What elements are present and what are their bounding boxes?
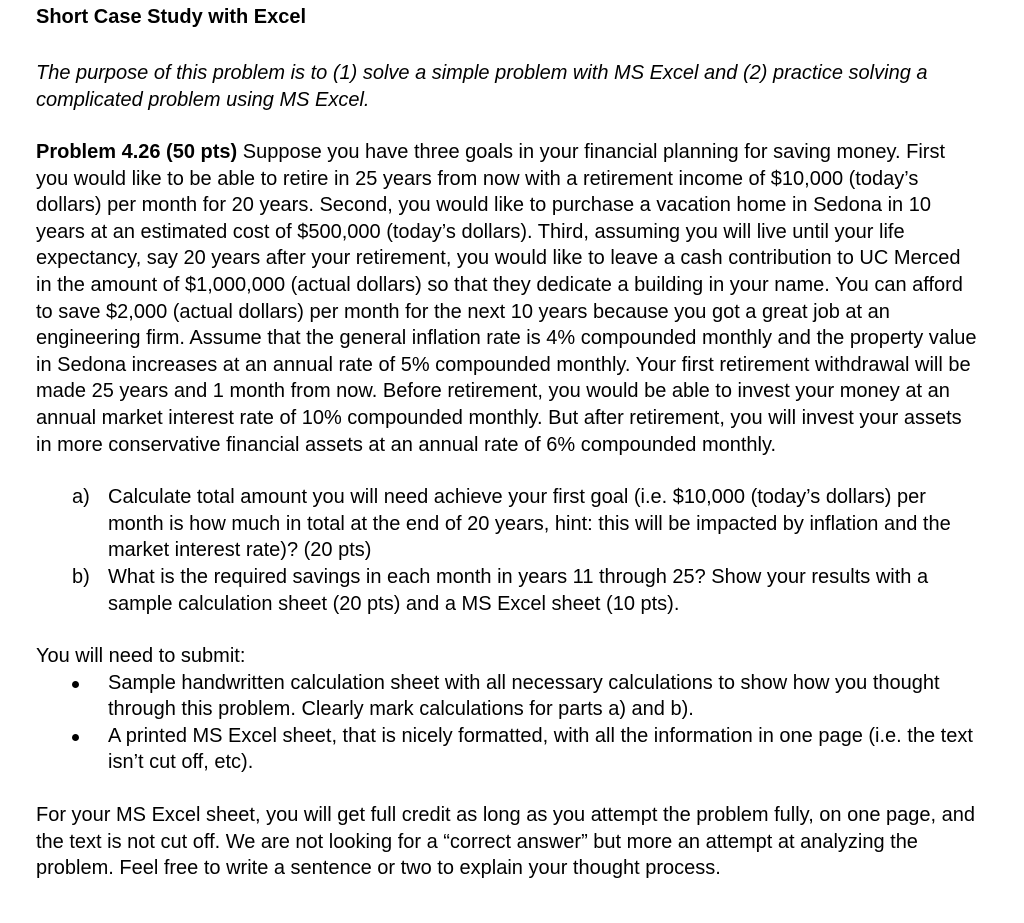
question-list (36, 484, 986, 617)
submit-list (36, 670, 986, 776)
submit-item-text: Sample handwritten calculation sheet with all necessary calculations to show how you thought through this problem. Clearly mark calculations for parts a) and b). (108, 671, 940, 721)
bullet-icon (72, 734, 79, 741)
submit-item-text: A printed MS Excel sheet, that is nicely formatted, with all the information in one page (i.e. the text isn’t cut off, etc). (108, 724, 973, 774)
closing-paragraph: For your MS Excel sheet, you will get full credit as long as you attempt the problem fully, on one page, and the text is not cut off. We are not looking for a “correct answer” but more an attempt at analyzing the problem. Feel free to write a sentence or two to explain your thought process. (36, 804, 976, 880)
question-item-a (36, 484, 980, 564)
submit-item (36, 670, 976, 723)
question-text-a: Calculate total amount you will need achieve your first goal (i.e. $10,000 (today’s dollars) per month is how much in total at the end of 20 years, hint: this will be impacted by inflation and the market interest rate)? (20 pts) (108, 486, 951, 562)
submit-item (36, 723, 976, 776)
bullet-icon (72, 681, 79, 688)
question-text-b: What is the required savings in each month in years 11 through 25? Show your results with a sample calculation sheet (20 pts) and a MS Excel sheet (10 pts). (108, 565, 929, 615)
document-title: Short Case Study with Excel (36, 6, 307, 28)
submit-heading: You will need to submit: (36, 645, 246, 668)
question-marker-a: a) (72, 486, 90, 509)
problem-paragraph (36, 139, 981, 458)
problem-text: Suppose you have three goals in your financial planning for saving money. First you would like to be able to retire in 25 years from now with a retirement income of $10,000 (today’s dollars) per month for 20 years. Second, you would like to purchase a vacation home in Sedona in 10 years at an estimated cost of $500,000 (today’s dollars). Third, assuming you will live until your life expectancy, say 20 years after your retirement, you would like to leave a cash contribution to UC Merced in the amount of $1,000,000 (actual dollars) so that they dedicate a building in your name. You can afford to save $2,000 (actual dollars) per month for the next 10 years because you got a great job at an engineering firm. Assume that the general inflation rate is 4% compounded monthly and the property value in Sedona increases at an annual rate of 5% compounded monthly. Your first retirement withdrawal will be made 25 years and 1 month from now. Before retirement, you would be able to invest your money at an annual market interest rate of 10% compounded monthly. But after retirement, you will invest your assets in more conservative financial assets at an annual rate of 6% compounded monthly. (36, 141, 977, 456)
question-item-b (36, 564, 980, 617)
document-page (36, 4, 986, 882)
purpose-paragraph: The purpose of this problem is to (1) solve a simple problem with MS Excel and (2) practice solving a complicated problem using MS Excel. (36, 62, 928, 111)
problem-label: Problem 4.26 (50 pts) (36, 141, 238, 163)
question-marker-b: b) (72, 565, 90, 588)
